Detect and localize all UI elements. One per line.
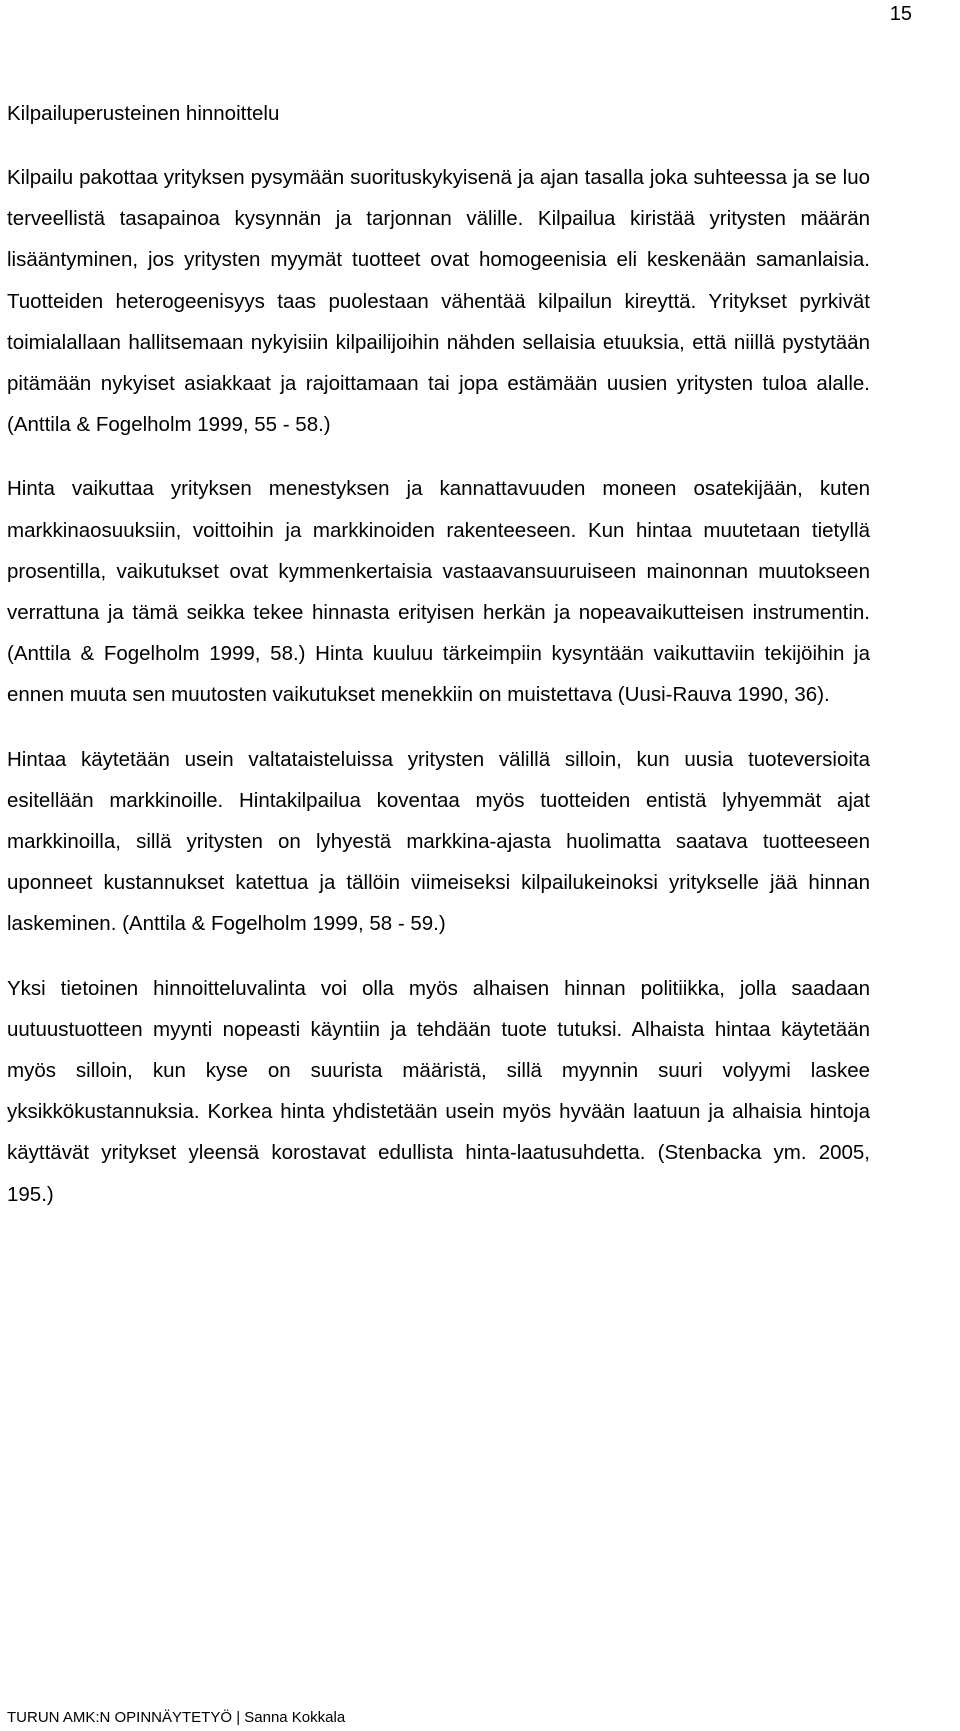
paragraph-2: Hinta vaikuttaa yrityksen menestyksen ja kannattavuuden moneen osatekijään, kuten markkinaosuuksiin, voittoihin ja markkinoiden rakenteeseen. Kun hintaa muutetaan tietyllä prosentilla, vaikutukset ovat kymmenkertaisia vastaavansuuruiseen mainonnan muutokseen verrattuna ja tämä seikka tekee hinnasta erityisen herkän ja nopeavaikutteisen instrumentin. (Anttila & Fogelholm 1999, 58.) Hinta kuuluu tärkeimpiin kysyntään vaikuttaviin tekijöihin ja ennen muuta sen muutosten vaikutukset menekkiin on muistettava (Uusi-Rauva 1990, 36). [7, 477, 870, 707]
section-heading: Kilpailuperusteinen hinnoittelu [7, 102, 280, 125]
paragraph-3: Hintaa käytetään usein valtataisteluissa yritysten välillä silloin, kun uusia tuoteversioita esitellään markkinoille. Hintakilpailua koventaa myös tuotteiden entistä lyhyemmät ajat markkinoilla, sillä yritysten on lyhyestä markkina-ajasta huolimatta saatava tuotteeseen uponneet kustannukset katettua ja tällöin viimeiseksi kilpailukeinoksi yritykselle jää hinnan laskeminen. (Anttila & Fogelholm 1999, 58 - 59.) [7, 747, 870, 936]
paragraph-1: Kilpailu pakottaa yrityksen pysymään suorituskykyisenä ja ajan tasalla joka suhteessa ja se luo terveellistä tasapainoa kysynnän ja tarjonnan välille. Kilpailua kiristää yritysten määrän lisääntyminen, jos yritysten myymät tuotteet ovat homogeenisia eli keskenään samanlaisia. Tuotteiden heterogeenisyys taas puolestaan vähentää kilpailun kireyttä. Yritykset pyrkivät toimialallaan hallitsemaan nykyisiin kilpailijoihin nähden sellaisia etuuksia, että niillä pystytään pitämään nykyiset asiakkaat ja rajoittamaan tai jopa estämään uusien yritysten tuloa alalle. (Anttila & Fogelholm 1999, 55 - 58.) [7, 166, 870, 437]
document-body [7, 94, 870, 1238]
page-footer: TURUN AMK:N OPINNÄYTETYÖ | Sanna Kokkala [7, 1709, 346, 1726]
paragraph-4: Yksi tietoinen hinnoitteluvalinta voi olla myös alhaisen hinnan politiikka, jolla saadaan uutuustuotteen myynti nopeasti käyntiin ja tehdään tuote tutuksi. Alhaista hintaa käytetään myös silloin, kun kyse on suurista määristä, sillä myynnin suuri volyymi laskee yksikkökustannuksia. Korkea hinta yhdistetään usein myös hyvään laatuun ja alhaisia hintoja käyttävät yritykset yleensä korostavat edullista hinta-laatusuhdetta. (Stenbacka ym. 2005, 195.) [7, 976, 870, 1206]
page-number: 15 [889, 3, 912, 25]
